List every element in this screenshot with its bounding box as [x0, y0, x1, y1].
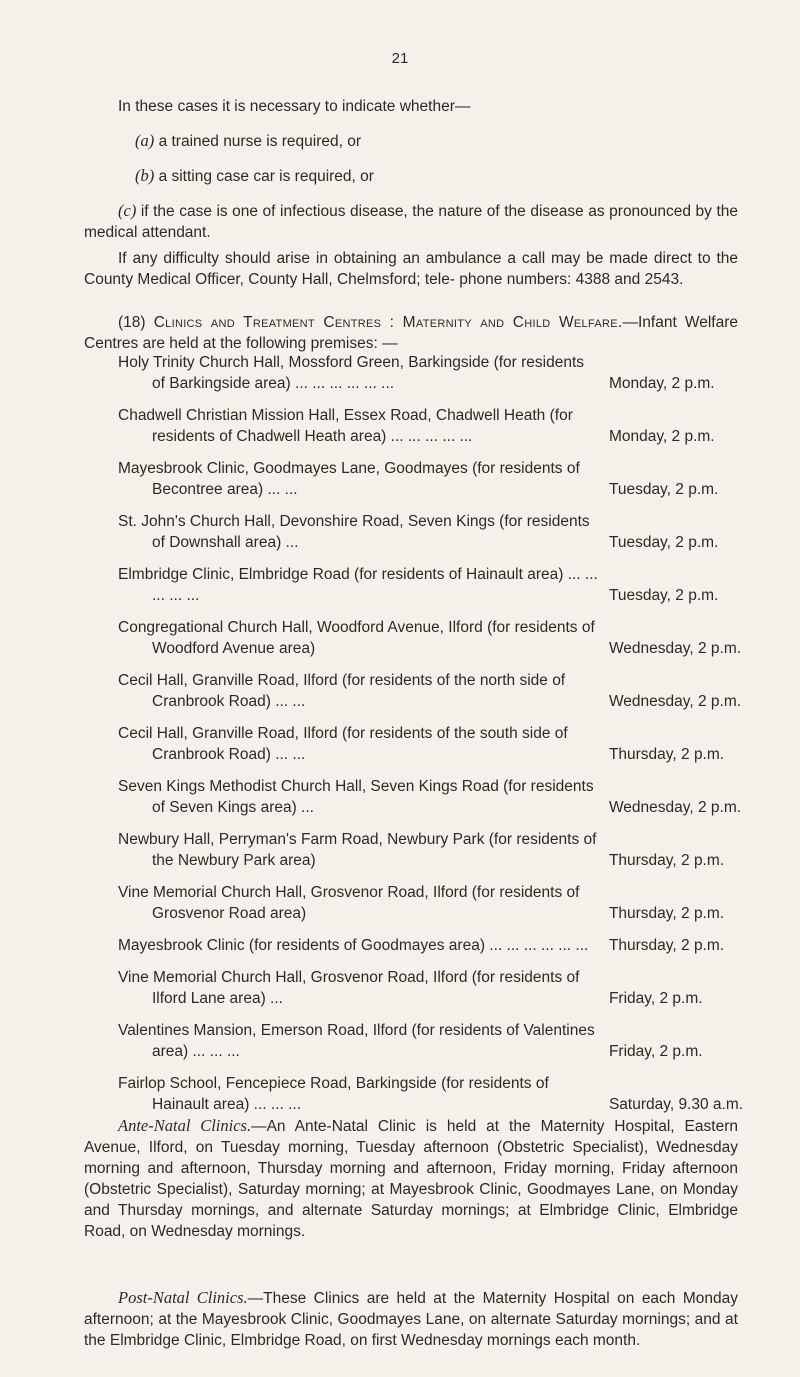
centre-time: Thursday, 2 p.m.	[608, 746, 725, 763]
centre-time: Thursday, 2 p.m.	[608, 852, 725, 869]
centre-time: Wednesday, 2 p.m.	[608, 799, 742, 816]
centre-place: Vine Memorial Church Hall, Grosvenor Road, Ilford (for residents of Ilford Lane area) ...	[118, 969, 580, 1007]
intro-lead: In these cases it is necessary to indicate whether—	[118, 98, 471, 115]
section-title: Clinics and Treatment Centres : Maternity and Child Welfare.	[153, 314, 623, 331]
centre-place: Mayesbrook Clinic (for residents of Goodmayes area) ... ... ... ... ... ...	[118, 937, 589, 954]
centre-time: Tuesday, 2 p.m.	[608, 534, 719, 551]
post-natal-text: —These Clinics are held at the Maternity Hospital on each Monday afternoon; at the Mayesbrook Clinic, Goodmayes Lane, on alternate Saturday mornings; and at the Elmbridge Clinic, Elmbridge Road, on first Wednesday mornings each month.	[84, 1290, 738, 1349]
centre-time: Saturday, 9.30 a.m.	[608, 1096, 744, 1113]
table-row	[118, 871, 772, 924]
centre-time: Monday, 2 p.m.	[608, 428, 715, 445]
intro-item-b	[84, 165, 738, 187]
centre-time: Tuesday, 2 p.m.	[608, 587, 719, 604]
centre-place: Vine Memorial Church Hall, Grosvenor Road, Ilford (for residents of Grosvenor Road area)	[118, 884, 580, 922]
centre-place: Newbury Hall, Perryman's Farm Road, Newbury Park (for residents of the Newbury Park area)	[118, 831, 597, 869]
item-mark: (b)	[135, 166, 155, 185]
post-natal-heading: Post-Natal Clinics.	[118, 1288, 248, 1307]
table-row	[118, 956, 772, 1009]
table-row	[118, 606, 772, 659]
section-18	[84, 312, 738, 354]
centre-time: Friday, 2 p.m.	[608, 990, 703, 1007]
table-row	[118, 394, 772, 447]
centre-place: Elmbridge Clinic, Elmbridge Road (for residents of Hainault area) ... ... ... ... ...	[118, 566, 598, 604]
centre-place: Congregational Church Hall, Woodford Avenue, Ilford (for residents of Woodford Avenue area)	[118, 619, 595, 657]
item-text: if the case is one of infectious disease, the nature of the disease as pronounced by the medical attendant.	[84, 203, 738, 241]
intro-item-c	[84, 200, 738, 243]
post-natal-block	[84, 1287, 738, 1351]
table-row	[118, 500, 772, 553]
centre-time: Wednesday, 2 p.m.	[608, 693, 742, 710]
table-row	[118, 818, 772, 871]
centre-place: Cecil Hall, Granville Road, Ilford (for residents of the south side of Cranbrook Road) ... ...	[118, 725, 568, 763]
item-text: a trained nurse is required, or	[158, 133, 362, 150]
centre-place: Mayesbrook Clinic, Goodmayes Lane, Goodmayes (for residents of Becontree area) ... ...	[118, 460, 580, 498]
centre-place: Seven Kings Methodist Church Hall, Seven Kings Road (for residents of Seven Kings area) ...	[118, 778, 594, 816]
ante-natal-text: —An Ante-Natal Clinic is held at the Maternity Hospital, Eastern Avenue, Ilford, on Tuesday morning, Tuesday afternoon (Obstetric Specialist), Wednesday morning and afternoon, Thursday morning and afternoon, Friday morning, Friday afternoon (Obstetric Specialist), Saturday morning; at Mayesbrook Clinic, Goodmayes Lane, on Monday and Thursday mornings, and alternate Saturday mornings; at Elmbridge Clinic, Elmbridge Road, on Wednesday mornings.	[84, 1118, 738, 1240]
centre-time: Thursday, 2 p.m.	[608, 905, 725, 922]
centre-place: Cecil Hall, Granville Road, Ilford (for residents of the north side of Cranbrook Road) ... ...	[118, 672, 566, 710]
ante-natal-paragraph	[84, 1115, 738, 1242]
centre-time: Monday, 2 p.m.	[608, 375, 715, 392]
centre-time: Thursday, 2 p.m.	[608, 937, 725, 954]
centre-place: Holy Trinity Church Hall, Mossford Green, Barkingside (for residents of Barkingside area) ... ... ... ... ... ...	[118, 354, 585, 392]
table-row	[118, 1062, 772, 1115]
table-row	[118, 712, 772, 765]
difficulty-block	[84, 248, 738, 290]
table-row	[118, 553, 772, 606]
item-mark: (c)	[118, 201, 137, 220]
page-number: 21	[391, 50, 409, 67]
table-row	[118, 1009, 772, 1062]
intro-block	[84, 96, 738, 243]
centre-place: Valentines Mansion, Emerson Road, Ilford (for residents of Valentines area) ... ... ...	[118, 1022, 595, 1060]
table-row	[118, 659, 772, 712]
centre-place: Fairlop School, Fencepiece Road, Barkingside (for residents of Hainault area) ... ... ...	[118, 1075, 549, 1113]
centre-time: Tuesday, 2 p.m.	[608, 481, 719, 498]
intro-item-a	[84, 130, 738, 152]
difficulty-paragraph: If any difficulty should arise in obtaining an ambulance a call may be made direct to the County Medical Officer, County Hall, Chelmsford; tele- phone numbers: 4388 and 2543.	[84, 250, 738, 288]
centre-place: St. John's Church Hall, Devonshire Road, Seven Kings (for residents of Downshall area) ...	[118, 513, 590, 551]
table-row	[118, 447, 772, 500]
centre-time: Friday, 2 p.m.	[608, 1043, 703, 1060]
ante-natal-block	[84, 1115, 738, 1242]
section-18-heading	[84, 312, 738, 354]
item-text: a sitting case car is required, or	[158, 168, 374, 185]
ante-natal-heading: Ante-Natal Clinics.	[118, 1116, 252, 1135]
post-natal-paragraph	[84, 1287, 738, 1351]
table-row	[118, 924, 772, 956]
centre-time: Wednesday, 2 p.m.	[608, 640, 742, 657]
section-number: (18)	[118, 314, 146, 331]
table-row	[118, 352, 772, 394]
table-row	[118, 765, 772, 818]
item-mark: (a)	[135, 131, 155, 150]
centre-place: Chadwell Christian Mission Hall, Essex Road, Chadwell Heath (for residents of Chadwell Heath area) ... ... ... ... ...	[118, 407, 573, 445]
section-text: —Infant Welfare Centres are held at the following premises: —	[84, 314, 738, 352]
centres-table	[118, 352, 772, 1115]
